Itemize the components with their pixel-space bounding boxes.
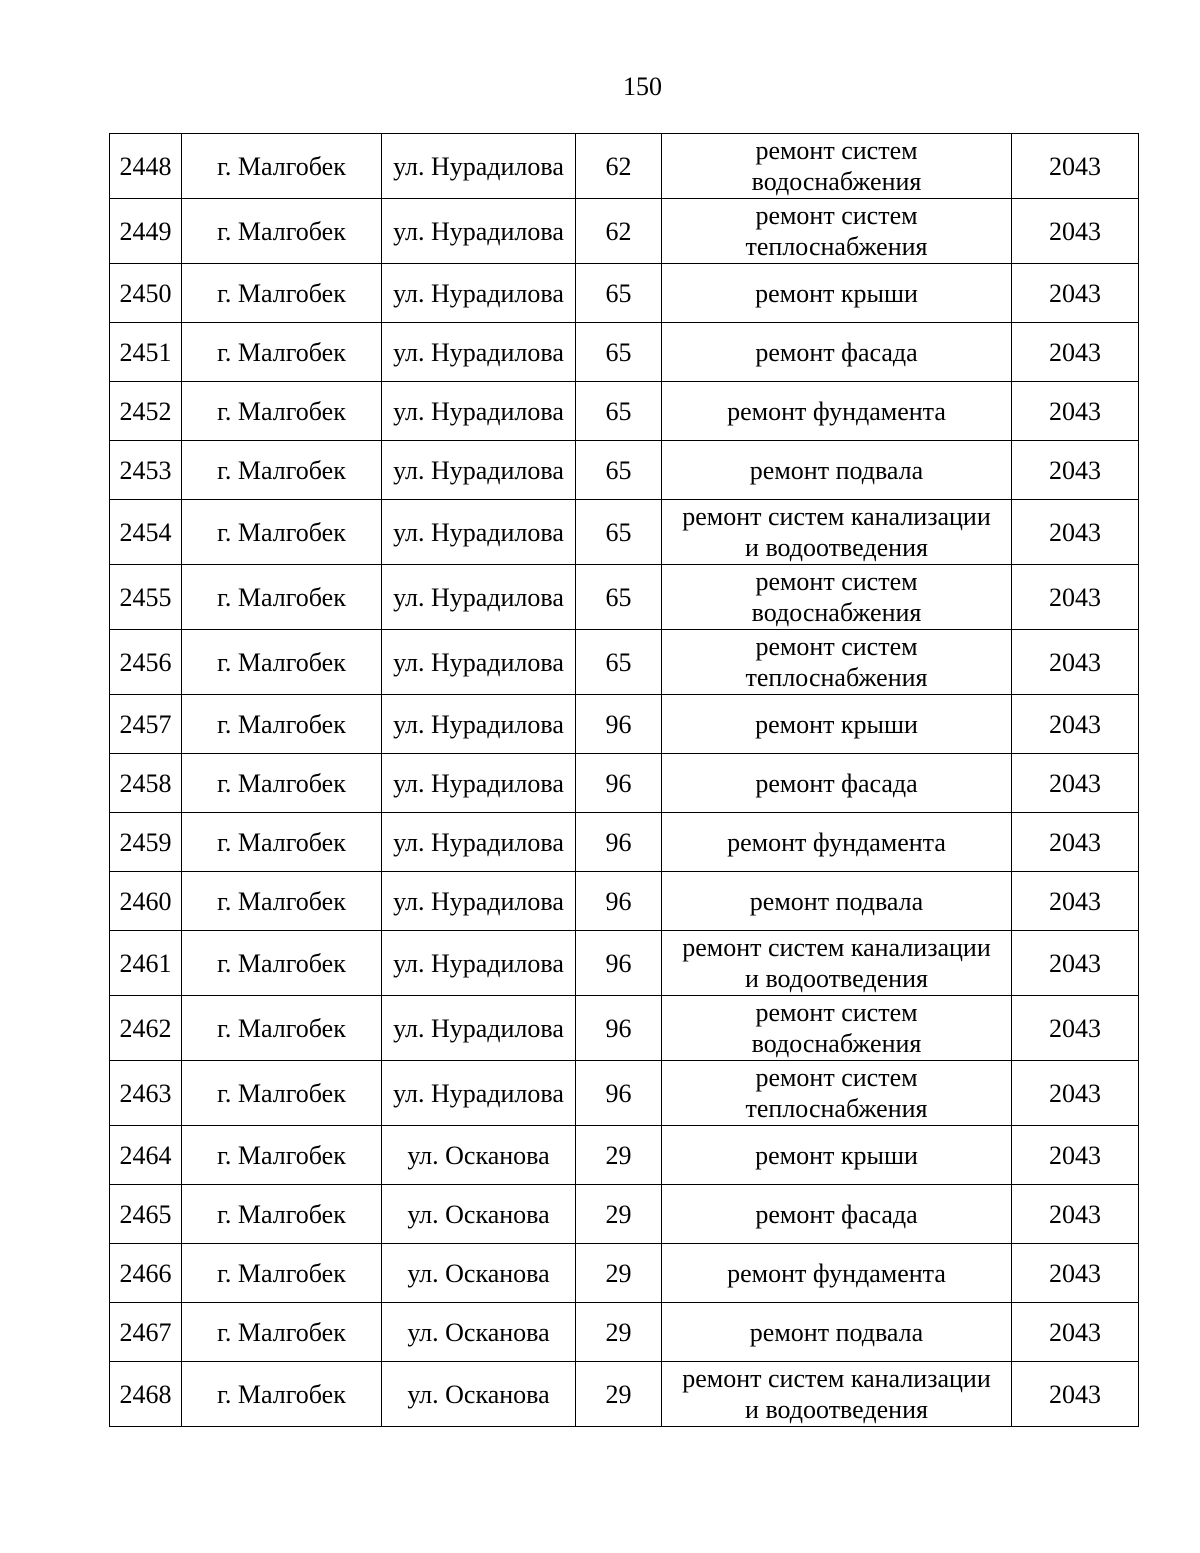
work-type-line: ремонт систем bbox=[755, 567, 918, 596]
record-number-cell: 2460 bbox=[110, 872, 182, 931]
record-number-cell: 2461 bbox=[110, 931, 182, 996]
work-type-line: и водоотведения bbox=[745, 533, 928, 562]
city-cell: г. Малгобек bbox=[182, 323, 382, 382]
work-type-line: ремонт систем bbox=[755, 201, 918, 230]
record-number-cell: 2466 bbox=[110, 1244, 182, 1303]
work-type-line: ремонт фундамента bbox=[727, 1258, 946, 1288]
house-number-cell: 65 bbox=[576, 630, 662, 695]
table-row bbox=[110, 1244, 1139, 1303]
table-row bbox=[110, 1185, 1139, 1244]
record-number-cell: 2453 bbox=[110, 441, 182, 500]
city-cell: г. Малгобек bbox=[182, 134, 382, 199]
page-number: 150 bbox=[623, 72, 662, 101]
house-number-cell: 29 bbox=[576, 1303, 662, 1362]
planned-year-cell: 2043 bbox=[1012, 264, 1139, 323]
house-number-cell: 96 bbox=[576, 1061, 662, 1126]
city-cell: г. Малгобек bbox=[182, 996, 382, 1061]
city-cell: г. Малгобек bbox=[182, 264, 382, 323]
work-type-line: ремонт систем bbox=[755, 1063, 918, 1092]
house-number-cell: 65 bbox=[576, 441, 662, 500]
work-type-line: ремонт систем канализации bbox=[682, 933, 991, 962]
work-type-cell bbox=[662, 695, 1012, 754]
work-type-line: ремонт систем канализации bbox=[682, 502, 991, 531]
work-type-line: теплоснабжения bbox=[745, 663, 928, 692]
work-type-line: ремонт фасада bbox=[755, 768, 918, 798]
table-row bbox=[110, 264, 1139, 323]
house-number-cell: 65 bbox=[576, 500, 662, 565]
table-row bbox=[110, 1126, 1139, 1185]
city-cell: г. Малгобек bbox=[182, 813, 382, 872]
table-row bbox=[110, 754, 1139, 813]
work-type-line: ремонт фундамента bbox=[727, 827, 946, 857]
city-cell: г. Малгобек bbox=[182, 872, 382, 931]
house-number-cell: 29 bbox=[576, 1244, 662, 1303]
table-row bbox=[110, 441, 1139, 500]
city-cell: г. Малгобек bbox=[182, 1303, 382, 1362]
planned-year-cell: 2043 bbox=[1012, 931, 1139, 996]
work-type-line: ремонт крыши bbox=[755, 1140, 918, 1170]
planned-year-cell: 2043 bbox=[1012, 1244, 1139, 1303]
table-row bbox=[110, 1303, 1139, 1362]
house-number-cell: 96 bbox=[576, 931, 662, 996]
street-cell: ул. Нурадилова bbox=[382, 996, 576, 1061]
work-type-line: ремонт систем bbox=[755, 136, 918, 165]
work-type-line: ремонт систем bbox=[755, 632, 918, 661]
record-number-cell: 2456 bbox=[110, 630, 182, 695]
table-row bbox=[110, 1061, 1139, 1126]
record-number-cell: 2450 bbox=[110, 264, 182, 323]
work-type-cell bbox=[662, 323, 1012, 382]
planned-year-cell: 2043 bbox=[1012, 382, 1139, 441]
work-type-line: водоснабжения bbox=[751, 1029, 922, 1058]
house-number-cell: 62 bbox=[576, 199, 662, 264]
city-cell: г. Малгобек bbox=[182, 1185, 382, 1244]
city-cell: г. Малгобек bbox=[182, 500, 382, 565]
work-type-line: теплоснабжения bbox=[745, 232, 928, 261]
work-type-cell bbox=[662, 565, 1012, 630]
work-type-line: ремонт подвала bbox=[749, 886, 924, 916]
work-type-cell bbox=[662, 382, 1012, 441]
street-cell: ул. Нурадилова bbox=[382, 872, 576, 931]
street-cell: ул. Нурадилова bbox=[382, 1061, 576, 1126]
street-cell: ул. Нурадилова bbox=[382, 754, 576, 813]
city-cell: г. Малгобек bbox=[182, 1126, 382, 1185]
work-type-cell bbox=[662, 1061, 1012, 1126]
work-type-cell bbox=[662, 1126, 1012, 1185]
work-type-line: и водоотведения bbox=[745, 964, 928, 993]
street-cell: ул. Нурадилова bbox=[382, 264, 576, 323]
work-type-line: ремонт подвала bbox=[749, 1317, 924, 1347]
table-row bbox=[110, 500, 1139, 565]
house-number-cell: 65 bbox=[576, 323, 662, 382]
planned-year-cell: 2043 bbox=[1012, 199, 1139, 264]
record-number-cell: 2454 bbox=[110, 500, 182, 565]
planned-year-cell: 2043 bbox=[1012, 134, 1139, 199]
work-type-line: ремонт подвала bbox=[749, 455, 924, 485]
work-type-line: теплоснабжения bbox=[745, 1094, 928, 1123]
planned-year-cell: 2043 bbox=[1012, 323, 1139, 382]
city-cell: г. Малгобек bbox=[182, 695, 382, 754]
city-cell: г. Малгобек bbox=[182, 199, 382, 264]
street-cell: ул. Осканова bbox=[382, 1185, 576, 1244]
planned-year-cell: 2043 bbox=[1012, 1303, 1139, 1362]
work-type-cell bbox=[662, 500, 1012, 565]
work-type-line: водоснабжения bbox=[751, 167, 922, 196]
house-number-cell: 96 bbox=[576, 813, 662, 872]
record-number-cell: 2449 bbox=[110, 199, 182, 264]
city-cell: г. Малгобек bbox=[182, 441, 382, 500]
record-number-cell: 2467 bbox=[110, 1303, 182, 1362]
planned-year-cell: 2043 bbox=[1012, 565, 1139, 630]
work-type-cell bbox=[662, 264, 1012, 323]
house-number-cell: 29 bbox=[576, 1126, 662, 1185]
house-number-cell: 65 bbox=[576, 264, 662, 323]
work-type-line: ремонт систем bbox=[755, 998, 918, 1027]
city-cell: г. Малгобек bbox=[182, 931, 382, 996]
street-cell: ул. Осканова bbox=[382, 1244, 576, 1303]
city-cell: г. Малгобек bbox=[182, 382, 382, 441]
house-number-cell: 65 bbox=[576, 565, 662, 630]
table-row bbox=[110, 695, 1139, 754]
table-row bbox=[110, 134, 1139, 199]
table-row bbox=[110, 630, 1139, 695]
work-type-cell bbox=[662, 134, 1012, 199]
city-cell: г. Малгобек bbox=[182, 1061, 382, 1126]
record-number-cell: 2464 bbox=[110, 1126, 182, 1185]
house-number-cell: 29 bbox=[576, 1362, 662, 1427]
work-type-cell bbox=[662, 754, 1012, 813]
work-type-cell bbox=[662, 813, 1012, 872]
street-cell: ул. Нурадилова bbox=[382, 134, 576, 199]
work-type-cell bbox=[662, 931, 1012, 996]
planned-year-cell: 2043 bbox=[1012, 630, 1139, 695]
street-cell: ул. Нурадилова bbox=[382, 441, 576, 500]
work-type-line: ремонт фасада bbox=[755, 337, 918, 367]
street-cell: ул. Нурадилова bbox=[382, 630, 576, 695]
street-cell: ул. Нурадилова bbox=[382, 813, 576, 872]
table-row bbox=[110, 323, 1139, 382]
house-number-cell: 96 bbox=[576, 754, 662, 813]
planned-year-cell: 2043 bbox=[1012, 1061, 1139, 1126]
house-number-cell: 29 bbox=[576, 1185, 662, 1244]
record-number-cell: 2459 bbox=[110, 813, 182, 872]
table-row bbox=[110, 813, 1139, 872]
work-type-cell bbox=[662, 441, 1012, 500]
planned-year-cell: 2043 bbox=[1012, 872, 1139, 931]
city-cell: г. Малгобек bbox=[182, 630, 382, 695]
record-number-cell: 2451 bbox=[110, 323, 182, 382]
street-cell: ул. Нурадилова bbox=[382, 199, 576, 264]
record-number-cell: 2468 bbox=[110, 1362, 182, 1427]
house-number-cell: 96 bbox=[576, 695, 662, 754]
work-type-cell bbox=[662, 1185, 1012, 1244]
table-row bbox=[110, 996, 1139, 1061]
table-row bbox=[110, 382, 1139, 441]
work-type-cell bbox=[662, 1244, 1012, 1303]
street-cell: ул. Нурадилова bbox=[382, 565, 576, 630]
record-number-cell: 2448 bbox=[110, 134, 182, 199]
house-number-cell: 96 bbox=[576, 872, 662, 931]
city-cell: г. Малгобек bbox=[182, 1244, 382, 1303]
work-type-cell bbox=[662, 996, 1012, 1061]
work-type-line: и водоотведения bbox=[745, 1395, 928, 1424]
planned-year-cell: 2043 bbox=[1012, 1185, 1139, 1244]
work-type-cell bbox=[662, 1362, 1012, 1427]
street-cell: ул. Нурадилова bbox=[382, 695, 576, 754]
planned-year-cell: 2043 bbox=[1012, 1126, 1139, 1185]
record-number-cell: 2465 bbox=[110, 1185, 182, 1244]
work-type-line: водоснабжения bbox=[751, 598, 922, 627]
work-type-cell bbox=[662, 872, 1012, 931]
work-type-line: ремонт крыши bbox=[755, 709, 918, 739]
planned-year-cell: 2043 bbox=[1012, 500, 1139, 565]
house-number-cell: 62 bbox=[576, 134, 662, 199]
street-cell: ул. Нурадилова bbox=[382, 931, 576, 996]
street-cell: ул. Осканова bbox=[382, 1126, 576, 1185]
record-number-cell: 2463 bbox=[110, 1061, 182, 1126]
house-number-cell: 96 bbox=[576, 996, 662, 1061]
record-number-cell: 2455 bbox=[110, 565, 182, 630]
street-cell: ул. Нурадилова bbox=[382, 382, 576, 441]
street-cell: ул. Нурадилова bbox=[382, 500, 576, 565]
city-cell: г. Малгобек bbox=[182, 1362, 382, 1427]
street-cell: ул. Осканова bbox=[382, 1362, 576, 1427]
record-number-cell: 2458 bbox=[110, 754, 182, 813]
table-row bbox=[110, 565, 1139, 630]
city-cell: г. Малгобек bbox=[182, 565, 382, 630]
planned-year-cell: 2043 bbox=[1012, 1362, 1139, 1427]
work-type-cell bbox=[662, 1303, 1012, 1362]
table-row bbox=[110, 199, 1139, 264]
table-row bbox=[110, 1362, 1139, 1427]
street-cell: ул. Нурадилова bbox=[382, 323, 576, 382]
table-row bbox=[110, 931, 1139, 996]
work-type-cell bbox=[662, 199, 1012, 264]
work-type-line: ремонт фундамента bbox=[727, 396, 946, 426]
city-cell: г. Малгобек bbox=[182, 754, 382, 813]
work-type-line: ремонт крыши bbox=[755, 278, 918, 308]
record-number-cell: 2457 bbox=[110, 695, 182, 754]
repair-schedule-table bbox=[109, 133, 1139, 1427]
planned-year-cell: 2043 bbox=[1012, 813, 1139, 872]
house-number-cell: 65 bbox=[576, 382, 662, 441]
table-body bbox=[110, 134, 1139, 1427]
work-type-line: ремонт систем канализации bbox=[682, 1364, 991, 1393]
street-cell: ул. Осканова bbox=[382, 1303, 576, 1362]
record-number-cell: 2462 bbox=[110, 996, 182, 1061]
planned-year-cell: 2043 bbox=[1012, 441, 1139, 500]
record-number-cell: 2452 bbox=[110, 382, 182, 441]
planned-year-cell: 2043 bbox=[1012, 996, 1139, 1061]
planned-year-cell: 2043 bbox=[1012, 754, 1139, 813]
work-type-line: ремонт фасада bbox=[755, 1199, 918, 1229]
table-row bbox=[110, 872, 1139, 931]
planned-year-cell: 2043 bbox=[1012, 695, 1139, 754]
work-type-cell bbox=[662, 630, 1012, 695]
